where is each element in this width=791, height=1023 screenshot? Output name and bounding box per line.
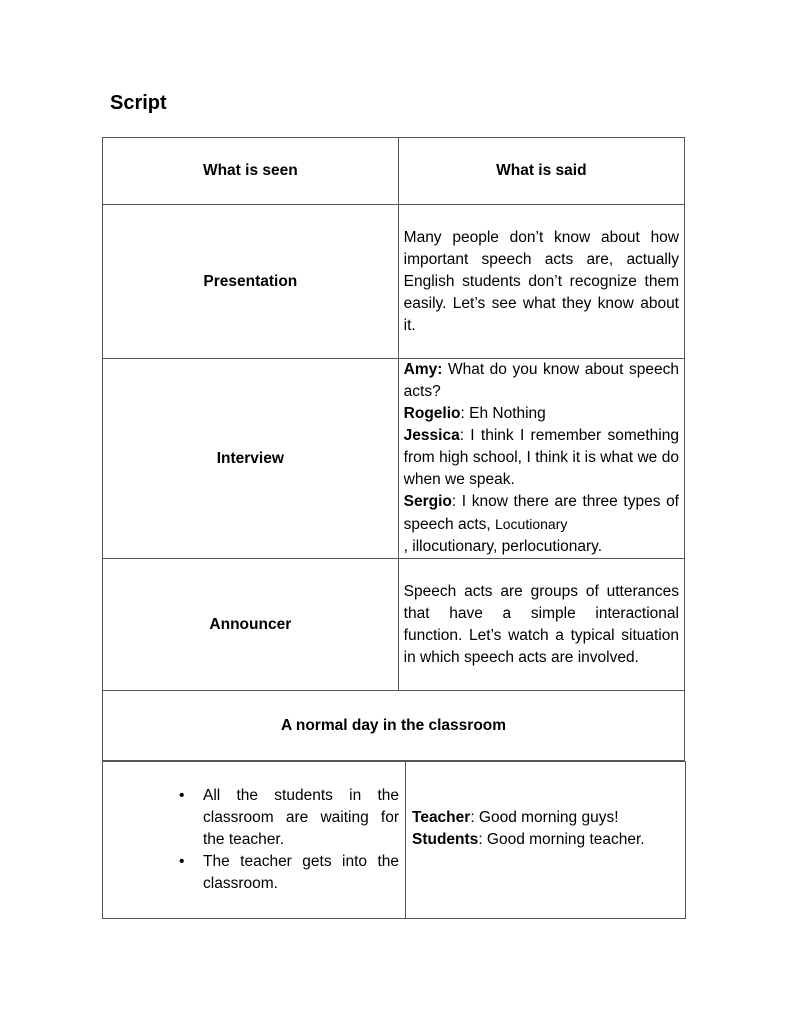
announcer-said: Speech acts are groups of utterances that have a simple interactional function. Let’s watch a typical situation in which speech acts are involved.	[398, 559, 684, 691]
scene-title: A normal day in the classroom	[103, 691, 685, 761]
speaker-amy: Amy:	[403, 361, 443, 378]
script-table	[102, 137, 685, 761]
announcer-seen: Announcer	[103, 559, 399, 691]
line-text: : Good morning teacher.	[478, 831, 645, 848]
speaker-rogelio: Rogelio	[403, 405, 461, 422]
header-what-is-said: What is said	[398, 138, 684, 205]
interview-line-sergio	[404, 491, 679, 536]
table-row-interview	[103, 359, 685, 559]
locutionary-term: Locutionary	[494, 516, 568, 532]
line-text: : Good morning guys!	[470, 809, 619, 826]
scene-table	[102, 761, 686, 919]
interview-seen: Interview	[103, 359, 399, 559]
interview-line-rogelio	[404, 403, 679, 425]
table-row-scene-title	[103, 691, 685, 761]
interview-said	[398, 359, 684, 559]
scene-actions	[103, 762, 406, 919]
line-text: : I know there are three types of speech acts,	[403, 493, 679, 533]
speaker-jessica: Jessica	[403, 427, 460, 444]
presentation-said: Many people don’t know about how important speech acts are, actually English students don’t recognize them easily. Let’s see what they know about it.	[398, 205, 684, 359]
header-what-is-seen: What is seen	[103, 138, 399, 205]
interview-line-amy	[404, 359, 679, 403]
page-title: Script	[110, 92, 167, 114]
presentation-seen: Presentation	[103, 205, 399, 359]
line-text: : Eh Nothing	[460, 405, 546, 422]
table-row-announcer	[103, 559, 685, 691]
list-item: • The teacher gets into the classroom.	[203, 851, 399, 895]
scene-row	[103, 762, 686, 919]
dialogue-line-students	[412, 829, 679, 851]
action-list	[103, 785, 399, 895]
dialogue-line-teacher	[412, 807, 679, 829]
table-header-row	[103, 138, 685, 205]
interview-line-sergio-tail: , illocutionary, perlocutionary.	[403, 538, 603, 555]
line-text: : I think I remember something from high school, I think it is what we do when we speak.	[403, 427, 679, 488]
table-row-presentation	[103, 205, 685, 359]
speaker-students: Students	[412, 831, 479, 848]
speaker-teacher: Teacher	[412, 809, 471, 826]
scene-dialogue	[406, 762, 686, 919]
speaker-sergio: Sergio	[403, 493, 452, 510]
interview-line-jessica	[404, 425, 679, 491]
line-text: What do you know about speech acts?	[403, 361, 679, 400]
list-item: • All the students in the classroom are waiting for the teacher.	[203, 785, 399, 851]
